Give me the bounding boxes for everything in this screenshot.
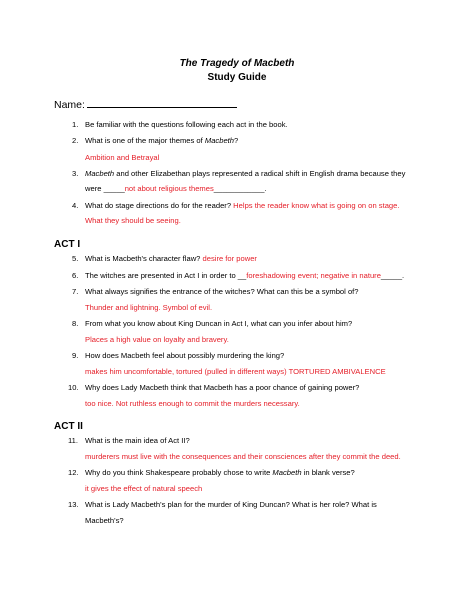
q10-answer: too nice. Not ruthless enough to commit the murders necessary. <box>85 399 300 408</box>
q8-text: From what you know about King Duncan in Act I, what can you infer about him? <box>85 319 353 328</box>
q4-text: What do stage directions do for the reader? Helps the reader know what is going on on stage. <box>85 201 400 210</box>
q6-text: The witches are presented in Act I in order to __foreshadowing event; negative in nature_____. <box>85 271 405 280</box>
section-heading-act-2: ACT II <box>54 421 83 432</box>
name-blank-line[interactable] <box>87 97 237 108</box>
q12-number: 12. <box>68 468 79 477</box>
q9-answer: makes him uncomfortable, tortured (pulled in different ways) TORTURED AMBIVALENCE <box>85 367 386 376</box>
q3-number: 3. <box>72 169 79 178</box>
document-title: The Tragedy of Macbeth <box>179 58 295 69</box>
q9-number: 9. <box>72 351 79 360</box>
q7-text: What always signifies the entrance of the witches? What can this be a symbol of? <box>85 287 359 296</box>
q13-text-line2: Macbeth's? <box>85 516 124 525</box>
q1-number: 1. <box>72 120 79 129</box>
q2-text: What is one of the major themes of Macbeth? <box>85 136 239 145</box>
q10-number: 10. <box>68 383 79 392</box>
name-row <box>54 97 237 111</box>
q3-text-line2: were _____not about religious themes____________. <box>85 184 267 193</box>
q8-answer: Places a high value on loyalty and bravery. <box>85 335 229 344</box>
q1-text: Be familiar with the questions following each act in the book. <box>85 120 288 129</box>
q2-answer: Ambition and Betrayal <box>85 153 160 162</box>
q2-number: 2. <box>72 136 79 145</box>
q12-text: Why do you think Shakespeare probably chose to write Macbeth in blank verse? <box>85 468 355 477</box>
q12-answer: it gives the effect of natural speech <box>85 484 203 493</box>
document-subtitle: Study Guide <box>207 72 267 83</box>
q8-number: 8. <box>72 319 79 328</box>
q4-answer-part1: Helps the reader know what is going on on stage. <box>233 201 400 210</box>
q5-answer: desire for power <box>202 254 257 263</box>
q5-text: What is Macbeth's character flaw? desire for power <box>85 254 257 263</box>
q11-number: 11. <box>68 436 78 445</box>
q6-number: 6. <box>72 271 79 280</box>
q4-number: 4. <box>72 201 79 210</box>
q3-text-line1: Macbeth and other Elizabethan plays represented a radical shift in English drama because they <box>85 169 406 178</box>
q13-number: 13. <box>68 500 79 509</box>
q11-answer: murderers must live with the consequences and their consciences after they commit the deed. <box>85 452 401 461</box>
q10-text: Why does Lady Macbeth think that Macbeth has a poor chance of gaining power? <box>85 383 360 392</box>
q5-number: 5. <box>72 254 79 263</box>
q9-text: How does Macbeth feel about possibly murdering the king? <box>85 351 285 360</box>
q7-answer: Thunder and lightning. Symbol of evil. <box>85 303 213 312</box>
q3-answer: not about religious themes <box>124 184 214 193</box>
q6-answer: foreshadowing event; negative in nature <box>246 271 381 280</box>
name-label: Name: <box>54 99 85 111</box>
q4-answer-part2: What they should be seeing. <box>85 216 181 225</box>
q7-number: 7. <box>72 287 79 296</box>
section-heading-act-1: ACT I <box>54 239 81 250</box>
q11-text: What is the main idea of Act II? <box>85 436 190 445</box>
q13-text-line1: What is Lady Macbeth's plan for the murder of King Duncan? What is her role? What is <box>85 500 377 509</box>
